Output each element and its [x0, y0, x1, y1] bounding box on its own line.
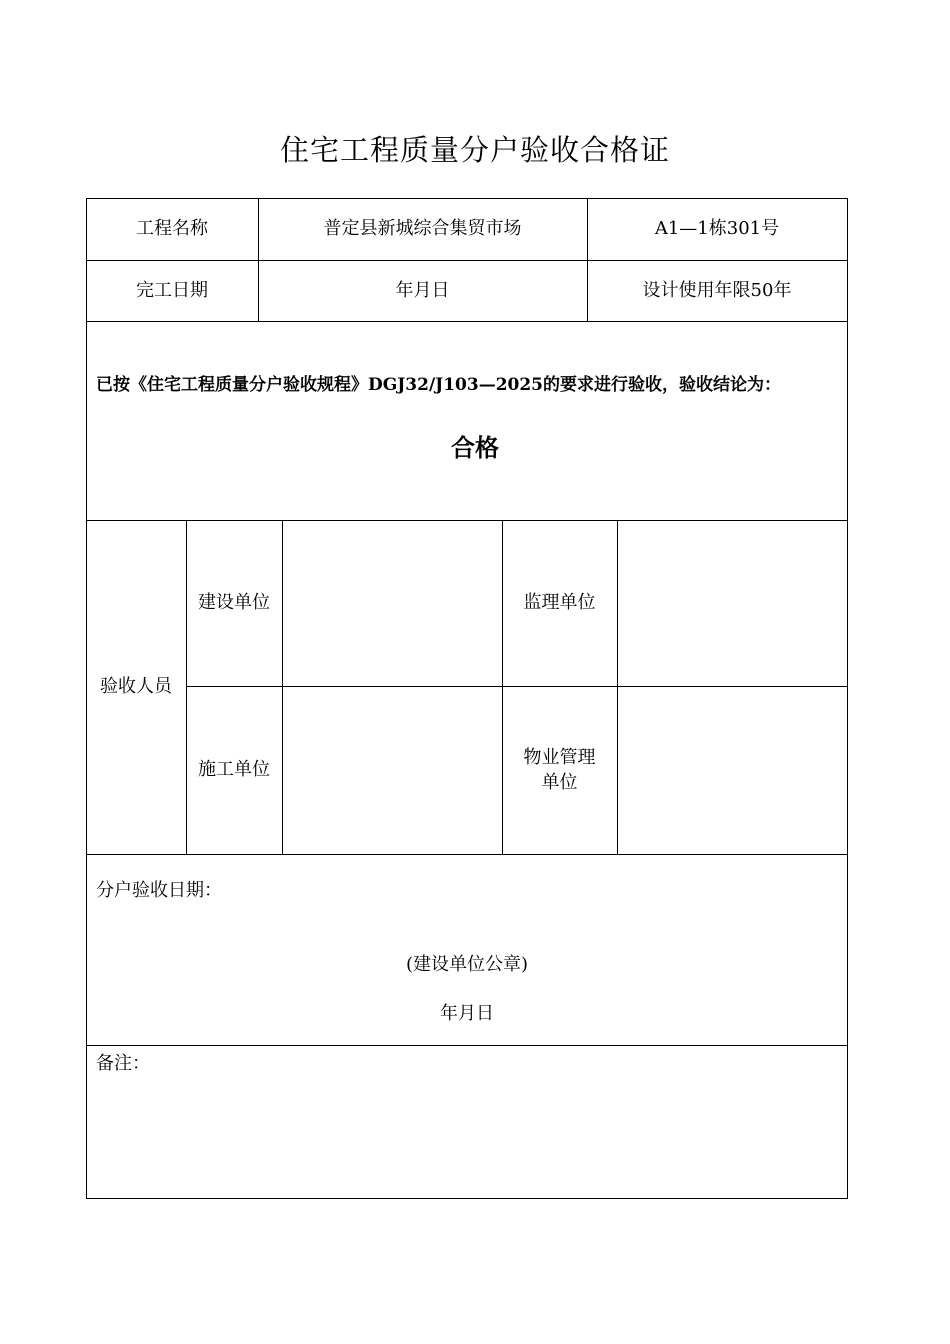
- contractor-label-cell: [186, 686, 283, 855]
- project-name-value: 普定县新城综合集贸市场: [323, 218, 522, 240]
- remarks-area[interactable]: [88, 1070, 846, 1196]
- inspection-date-label: 分户验收日期：: [96, 880, 222, 901]
- completion-date-label: 完工日期: [136, 279, 208, 301]
- project-name-value-cell: [258, 198, 588, 261]
- completion-date-value: 年月日: [395, 279, 450, 301]
- property-mgmt-label: 物业管理单位: [523, 746, 596, 793]
- construction-owner-label: 建设单位: [198, 592, 270, 614]
- property-mgmt-label-cell: [502, 686, 618, 855]
- project-name-label: 工程名称: [136, 218, 208, 240]
- acceptance-result: 合格: [451, 433, 499, 462]
- design-life: 设计使用年限50年: [642, 279, 792, 301]
- design-life-cell: [587, 260, 848, 322]
- inspectors-label: 验收人员: [100, 676, 172, 698]
- unit-number-cell: [587, 198, 848, 261]
- supervision-label: 监理单位: [523, 592, 596, 614]
- project-name-label-cell: [86, 198, 259, 261]
- document-title: 住宅工程质量分户验收合格证: [279, 133, 670, 167]
- construction-owner-label-cell: [186, 520, 283, 687]
- completion-date-value-cell: [258, 260, 588, 322]
- construction-owner-signature-cell[interactable]: [282, 520, 503, 687]
- inspectors-label-cell: [86, 520, 187, 855]
- completion-date-label-cell: [86, 260, 259, 322]
- seal-date: 年月日: [440, 1003, 494, 1024]
- contractor-signature-cell[interactable]: [282, 686, 503, 855]
- unit-number: A1—1栋301号: [654, 218, 780, 240]
- property-mgmt-signature-cell[interactable]: [617, 686, 848, 855]
- statement-cell: [86, 321, 848, 521]
- acceptance-statement: 已按《住宅工程质量分户验收规程》DGJ32/J103—2025的要求进行验收，验收结论为：: [96, 375, 782, 395]
- contractor-label: 施工单位: [198, 759, 270, 781]
- supervision-label-cell: [502, 520, 618, 687]
- supervision-signature-cell[interactable]: [617, 520, 848, 687]
- remarks-label: 备注：: [96, 1053, 150, 1074]
- seal-text: (建设单位公章): [405, 954, 529, 975]
